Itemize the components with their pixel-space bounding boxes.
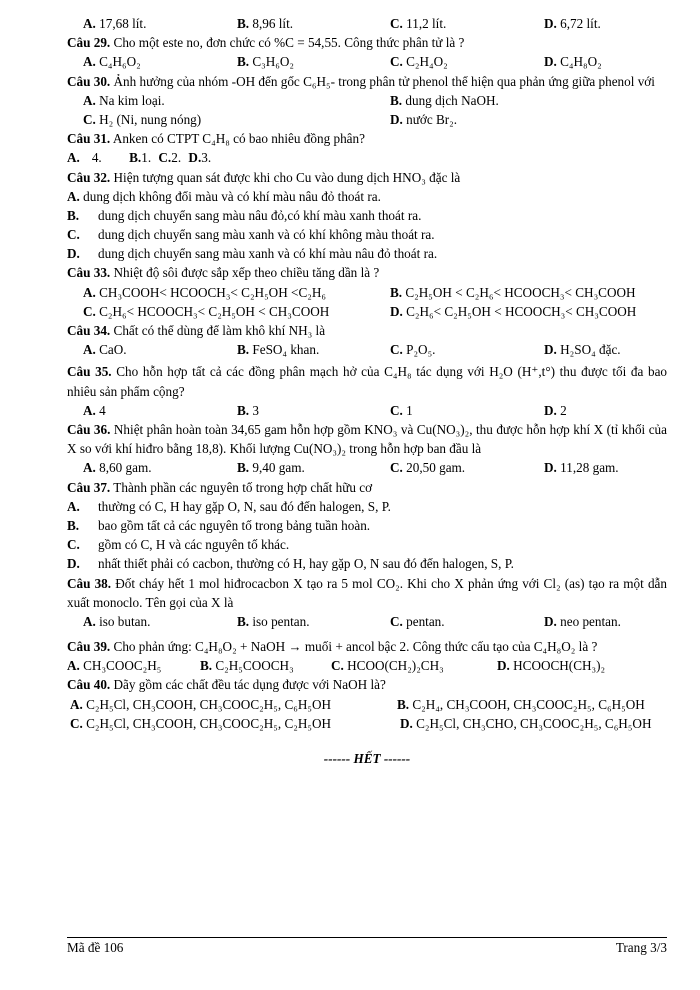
q31-option-d: 3. <box>201 150 212 166</box>
q36-option-a: A. 8,60 gam. <box>83 460 152 476</box>
q34-option-c: C. P₂O₅. <box>390 342 436 358</box>
q36-option-c: C. 20,50 gam. <box>390 460 466 476</box>
q34-option-b: B. FeSO₄ khan. <box>237 342 320 358</box>
q35-options <box>67 401 667 420</box>
q29-option-b: B. C₃H₆O₂ <box>237 54 295 70</box>
q40-question: Câu 40. Dãy gồm các chất đều tác dụng được với NaOH là? <box>67 677 386 693</box>
q38-option-c: C. pentan. <box>390 613 445 629</box>
footer-divider <box>67 937 667 938</box>
q31-option-b: 1. <box>141 150 152 166</box>
q37-option-c: C. gồm có C, H và các nguyên tố khác. <box>67 537 290 553</box>
q31-label-a: A. <box>67 150 80 166</box>
q29-options <box>67 52 667 71</box>
q30-option-c: C. H₂ (Ni, nung nóng) <box>83 111 202 127</box>
q31-question: Câu 31. Anken có CTPT C₄H₈ có bao nhiêu đồng phân? <box>67 131 365 147</box>
q33-option-b: B. C₂H₅OH < C₂H₆< HCOOCH₃< CH₃COOH <box>390 284 636 300</box>
q33-options-cd <box>67 302 667 321</box>
q28-option-a: A. 17,68 lít. <box>83 16 147 31</box>
q32-option-c: C. dung dịch chuyển sang màu xanh và có khí không màu thoát ra. <box>67 227 435 243</box>
q35-option-a: A. 4 <box>83 402 106 418</box>
q30-option-b: B. dung dịch NaOH. <box>390 92 499 108</box>
q35-option-d: D. 2 <box>544 402 567 418</box>
q35-question: Câu 35. Cho hỗn hợp tất cả các đồng phân mạch hở của C₄H₈ tác dụng với H₂O (H⁺,t°) thu được tối đa bao nhiêu sản phẩm cộng? <box>67 364 668 399</box>
q38-option-a: A. iso butan. <box>83 613 151 629</box>
q39-option-a: A. CH₃COOC₂H₅ <box>67 658 162 674</box>
q28-option-d: D. 6,72 lít. <box>544 16 601 31</box>
q39-question: Câu 39. Cho phản ứng: C₄H₈O₂ + NaOH → muối + ancol bậc 2. Công thức cấu tạo của C₄H₈O₂ là ? <box>67 639 598 655</box>
end-marker: ------ HẾT ------ <box>323 751 411 767</box>
q38-options <box>67 612 667 631</box>
q37-option-a: A. thường có C, H hay gặp O, N, sau đó đến halogen, S, P. <box>67 498 391 514</box>
q33-question: Câu 33. Nhiệt độ sôi được sắp xếp theo chiều tăng dần là ? <box>67 265 380 281</box>
q33-option-c: C. C₂H₆< HCOOCH₃< C₂H₅OH < CH₃COOH <box>83 303 330 319</box>
q37-option-b: B. bao gồm tất cả các nguyên tố trong bảng tuần hoàn. <box>67 517 371 533</box>
q40-options-ab <box>67 695 667 714</box>
q31-option-a: 4. <box>91 150 102 166</box>
exam-page <box>67 14 667 767</box>
q33-options-ab <box>67 283 667 302</box>
q28-options <box>67 14 667 33</box>
q38-question: Câu 38. Đốt cháy hết 1 mol hiđrocacbon X tạo ra 5 mol CO₂. Khi cho X phản ứng với Cl₂ (as) tạo ra một dẫn xuất monoclo. Tên gọi của X là <box>67 575 667 610</box>
q36-option-b: B. 9,40 gam. <box>237 460 305 476</box>
q32-option-a: A. dung dịch không đổi màu và có khí màu nâu đỏ thoát ra. <box>67 188 381 204</box>
q39-option-c: C. HCOO(CH₂)₂CH₃ <box>331 658 444 674</box>
q37-question: Câu 37. Thành phần các nguyên tố trong hợp chất hữu cơ <box>67 479 373 495</box>
q31-options <box>67 148 667 167</box>
q34-option-a: A. CaO. <box>83 342 127 358</box>
q32-option-b: B. dung dịch chuyển sang màu nâu đỏ,có khí màu xanh thoát ra. <box>67 207 422 223</box>
q30-option-a: A. Na kim loại. <box>83 92 165 108</box>
q32-question: Câu 32. Hiện tượng quan sát được khi cho Cu vào dung dịch HNO₃ đặc là <box>67 169 461 185</box>
q30-options-cd <box>67 110 667 129</box>
q40-option-d: D. C₂H₅Cl, CH₃CHO, CH₃COOC₂H₅, C₆H₅OH <box>400 715 652 731</box>
q31-label-d: D. <box>188 150 202 166</box>
q39-options <box>67 656 667 675</box>
q40-options-cd <box>67 714 667 733</box>
q34-question: Câu 34. Chất có thể dùng để làm khô khí NH₃ là <box>67 323 326 339</box>
exam-code: Mã đề 106 <box>67 940 124 955</box>
q28-option-b: B. 8,96 lít. <box>237 16 294 31</box>
q30-options-ab <box>67 91 667 110</box>
q36-options <box>67 458 667 477</box>
q33-option-a: A. CH₃COOH< HCOOCH₃< C₂H₅OH <C₂H₆ <box>83 284 326 300</box>
q29-option-a: A. C₄H₆O₂ <box>83 54 141 70</box>
q29-option-d: D. C₄H₈O₂ <box>544 54 602 70</box>
q33-option-d: D. C₂H₆< C₂H₅OH < HCOOCH₃< CH₃COOH <box>390 303 637 319</box>
q28-option-c: C. 11,2 lít. <box>390 16 447 31</box>
q35-option-b: B. 3 <box>237 402 259 418</box>
q31-label-b: B. <box>129 150 142 166</box>
q40-option-a: A. C₂H₅Cl, CH₃COOH, CH₃COOC₂H₅, C₆H₅OH <box>70 696 332 712</box>
q30-question: Câu 30. Ảnh hưởng của nhóm -OH đến gốc C₆H₅- trong phân tử phenol thể hiện qua phản ứng giữa phenol với <box>67 73 655 89</box>
q34-option-d: D. H₂SO₄ đặc. <box>544 342 621 358</box>
q35-option-c: C. 1 <box>390 402 413 418</box>
q32-option-d: D. dung dịch chuyển sang màu xanh và có khí màu nâu đỏ thoát ra. <box>67 246 438 262</box>
q38-option-d: D. neo pentan. <box>544 613 621 629</box>
q40-option-c: C. C₂H₅Cl, CH₃COOH, CH₃COOC₂H₅, C₂H₅OH <box>70 715 332 731</box>
page-number: Trang 3/3 <box>615 940 667 955</box>
q29-question: Câu 29. Cho một este no, đơn chức có %C = 54,55. Công thức phân tử là ? <box>67 35 465 51</box>
q38-option-b: B. iso pentan. <box>237 613 310 629</box>
q29-option-c: C. C₂H₄O₂ <box>390 54 448 70</box>
q40-option-b: B. C₂H₄, CH₃COOH, CH₃COOC₂H₅, C₆H₅OH <box>397 696 645 712</box>
q31-label-c: C. <box>158 150 172 166</box>
q39-option-d: D. HCOOCH(CH₃)₂ <box>497 658 606 674</box>
q34-options <box>67 340 667 359</box>
q36-option-d: D. 11,28 gam. <box>544 460 619 476</box>
q31-option-c: 2. <box>171 150 182 166</box>
q36-question: Câu 36. Nhiệt phân hoàn toàn 34,65 gam hỗn hợp gồm KNO₃ và Cu(NO₃)₂, thu được hỗn hợp khí X (tỉ khối của X so với khí hiđro bằng 18,8). Khối lượng Cu(NO₃)₂ trong hỗn hợp ban đầu là <box>67 421 668 457</box>
q39-option-b: B. C₂H₅COOCH₃ <box>200 658 294 674</box>
q37-option-d: D. nhất thiết phải có cacbon, thường có H, hay gặp O, N sau đó đến halogen, S, P. <box>67 556 514 572</box>
q30-option-d: D. nước Br₂. <box>390 111 458 127</box>
